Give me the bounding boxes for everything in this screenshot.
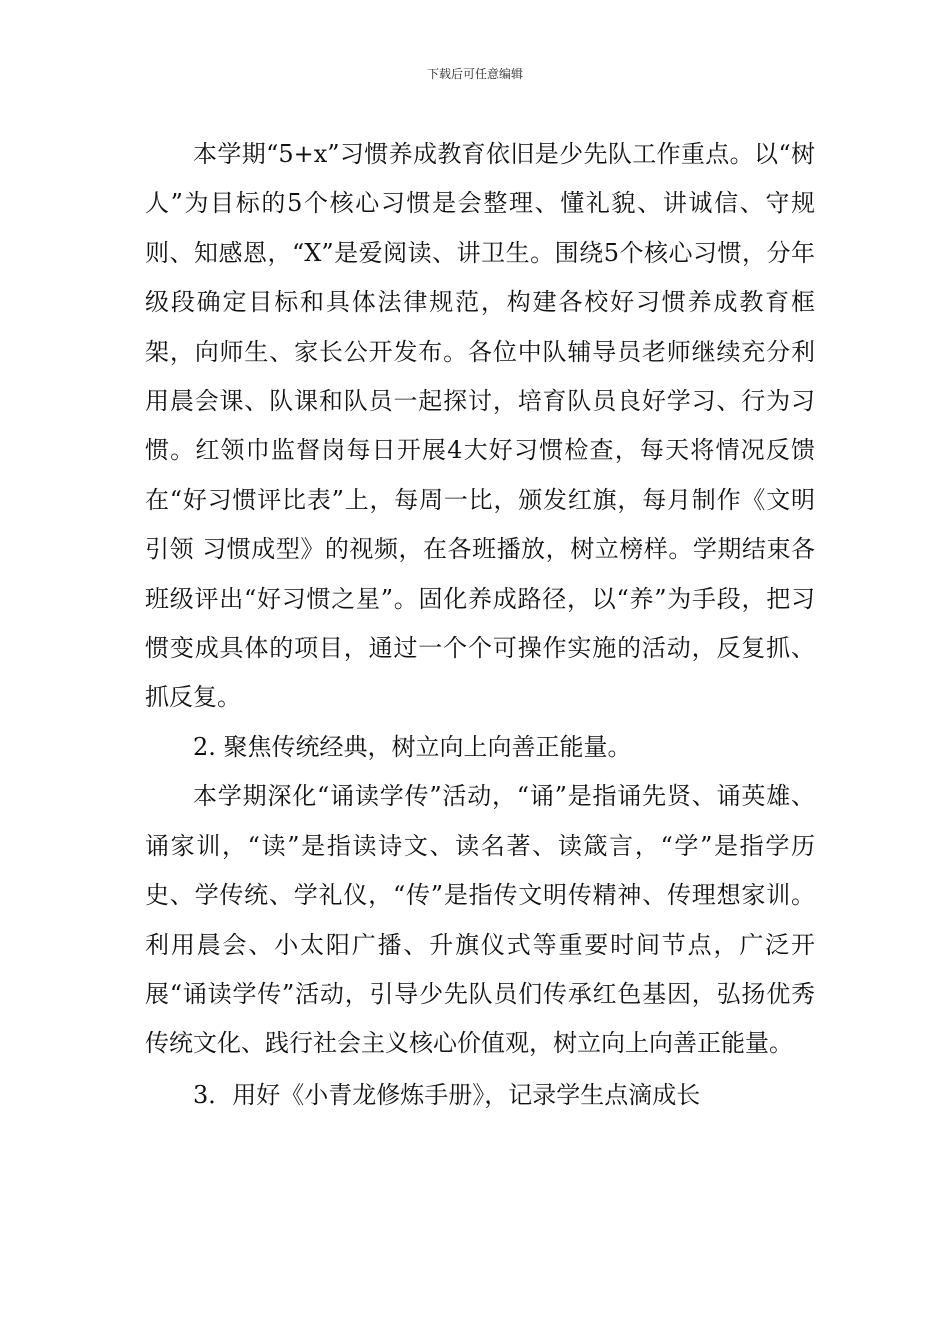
paragraph-classics: 本学期深化“诵读学传”活动，“诵”是指诵先贤、诵英雄、诵家训，“读”是指读诗文、读名著、读箴言，“学”是指学历史、学传统、学礼仪，“传”是指传文明传精神、传理想家训。利用晨会、小太阳广播、升旗仪式等重要时间节点，广泛开展“诵读学传”活动，引导少先队员们传承红色基因，弘扬优秀传统文化、践行社会主义核心价值观，树立向上向善正能量。 [145,782,815,1058]
section-heading-2: 2. 聚焦传统经典，树立向上向善正能量。 [193,732,632,761]
paragraph-habits: 本学期“5+x”习惯养成教育依旧是少先队工作重点。以“树人”为目标的5个核心习惯是会整理、懂礼貌、讲诚信、守规则、知感恩，“X”是爱阅读、讲卫生。围绕5个核心习惯，分年级段确定目标和具体法律规范，构建各校好习惯养成教育框架，向师生、家长公开发布。各位中队辅导员老师继续充分利用晨会课、队课和队员一起探讨，培育队员良好学习、行为习惯。红领巾监督岗每日开展4大好习惯检查，每天将情况反馈在“好习惯评比表”上，每周一比，颁发红旗，每月制作《文明引领 习惯成型》的视频，在各班播放，树立榜样。学期结束各班级评出“好习惯之星”。固化养成路径，以“养”为手段，把习惯变成具体的项目，通过一个个可操作实施的活动，反复抓、抓反复。 [145,140,815,712]
page-header: 下载后可任意编辑 [426,67,523,81]
section-heading-3: 3．用好《小青龙修炼手册》，记录学生点滴成长 [193,1080,701,1109]
document-body [145,130,815,1120]
